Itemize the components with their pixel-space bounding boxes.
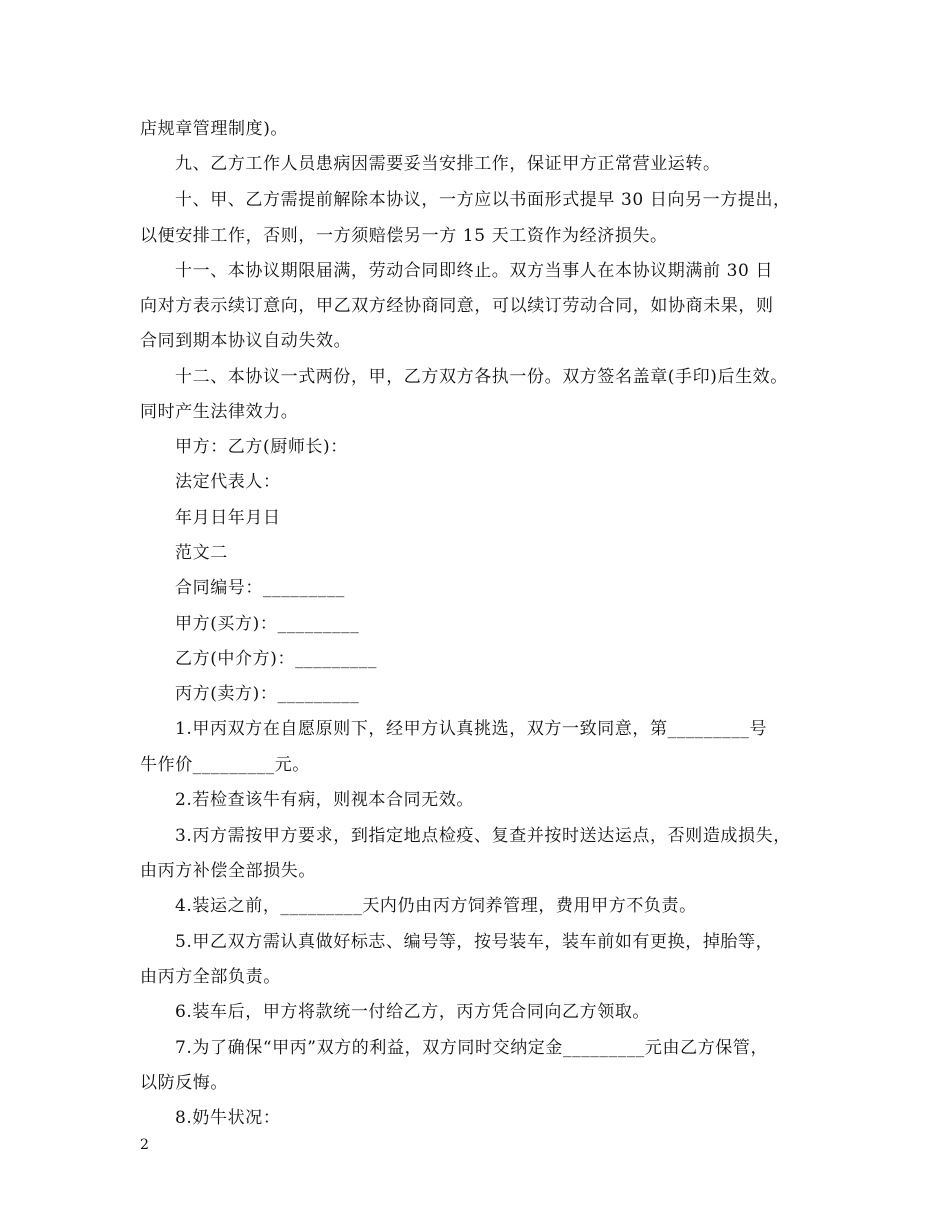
term-6: 6.装车后，甲方将款统一付给乙方，丙方凭合同向乙方领取。 <box>175 1002 651 1022</box>
clause-11: 十一、本协议期限届满，劳动合同即终止。双方当事人在本协议期满前 30 日 <box>175 261 774 281</box>
page-number: 2 <box>140 1137 149 1153</box>
term-8: 8.奶牛状况： <box>175 1108 281 1128</box>
clause-12: 十二、本协议一式两份，甲，乙方双方各执一份。双方签名盖章(手印)后生效。 <box>175 367 788 387</box>
text-line: 由丙方全部负责。 <box>140 967 281 987</box>
contract-number: 合同编号：_________ <box>175 578 345 598</box>
party-c: 丙方(卖方)：_________ <box>175 684 360 704</box>
legal-representative: 法定代表人： <box>175 472 281 492</box>
term-1: 1.甲丙双方在自愿原则下，经甲方认真挑选，双方一致同意，第_________号 <box>175 719 768 739</box>
clause-10: 十、甲、乙方需提前解除本协议，一方应以书面形式提早 30 日向另一方提出， <box>175 190 791 210</box>
term-3: 3.丙方需按甲方要求，到指定地点检疫、复查并按时送达运点，否则造成损失， <box>175 826 791 846</box>
text-line: 同时产生法律效力。 <box>140 402 299 422</box>
text-line: 牛作价_________元。 <box>140 755 310 775</box>
party-b: 乙方(中介方)：_________ <box>175 649 377 669</box>
party-a: 甲方(买方)：_________ <box>175 614 360 634</box>
section-heading: 范文二 <box>175 543 228 563</box>
signature-dates: 年月日年月日 <box>175 508 281 528</box>
signature-parties: 甲方：乙方(厨师长)： <box>175 437 348 457</box>
text-line: 向对方表示续订意向，甲乙双方经协商同意，可以续订劳动合同，如协商未果，则 <box>140 296 774 316</box>
text-line: 以便安排工作，否则，一方须赔偿另一方 15 天工资作为经济损失。 <box>140 226 668 246</box>
term-5: 5.甲乙双方需认真做好标志、编号等，按号装车，装车前如有更换，掉胎等， <box>175 932 774 952</box>
text-line: 合同到期本协议自动失效。 <box>140 331 352 351</box>
term-7: 7.为了确保“甲丙”双方的利益，双方同时交纳定金_________元由乙方保管， <box>175 1038 769 1058</box>
clause-9: 九、乙方工作人员患病因需要妥当安排工作，保证甲方正常营业运转。 <box>175 154 721 174</box>
term-4: 4.装运之前，_________天内仍由丙方饲养管理，费用甲方不负责。 <box>175 896 697 916</box>
text-line: 店规章管理制度)。 <box>140 119 289 139</box>
term-2: 2.若检查该牛有病，则视本合同无效。 <box>175 790 475 810</box>
text-line: 以防反悔。 <box>140 1073 228 1093</box>
text-line: 由丙方补偿全部损失。 <box>140 861 316 881</box>
